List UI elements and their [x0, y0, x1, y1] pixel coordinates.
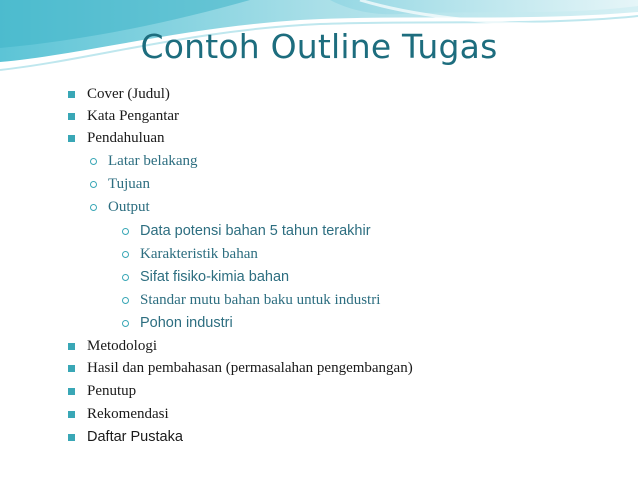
outline-item-label: Penutup: [87, 382, 137, 399]
output-item-sifat-fisiko-kimia: [122, 266, 289, 288]
outline-item-label: Karakteristik bahan: [140, 245, 258, 262]
output-item-data-potensi: [122, 220, 371, 242]
outline-item-pendahuluan: [68, 127, 164, 149]
square-bullet-icon: [68, 91, 75, 98]
outline-item-label: Latar belakang: [108, 152, 198, 169]
square-bullet-icon: [68, 365, 75, 372]
outline-item-metodologi: [68, 335, 157, 357]
outline-item-daftar-pustaka: [68, 426, 183, 448]
square-bullet-icon: [68, 113, 75, 120]
outline-item-label: Pohon industri: [140, 315, 233, 331]
outline-item-kata-pengantar: [68, 105, 179, 127]
outline-item-cover: [68, 83, 170, 105]
circle-bullet-icon: [122, 251, 129, 258]
outline-item-label: Standar mutu bahan baku untuk industri: [140, 291, 381, 308]
outline-item-label: Sifat fisiko-kimia bahan: [140, 269, 290, 285]
outline-subitem-latar-belakang: [90, 150, 198, 172]
square-bullet-icon: [68, 343, 75, 350]
outline-item-label: Daftar Pustaka: [87, 429, 183, 445]
circle-bullet-icon: [122, 274, 129, 281]
square-bullet-icon: [68, 388, 75, 395]
outline-item-label: Pendahuluan: [87, 129, 165, 146]
outline-subitem-tujuan: [90, 173, 150, 195]
output-item-pohon-industri: [122, 312, 233, 334]
outline-item-hasil: [68, 357, 413, 379]
outline-item-label: Kata Pengantar: [87, 107, 180, 124]
outline-item-label: Hasil dan pembahasan (permasalahan pengembangan): [87, 359, 413, 376]
outline-item-rekomendasi: [68, 403, 169, 425]
output-item-standar-mutu: [122, 289, 380, 311]
square-bullet-icon: [68, 434, 75, 441]
outline-item-label: Data potensi bahan 5 tahun terakhir: [140, 223, 371, 239]
outline-item-label: Rekomendasi: [87, 405, 169, 422]
outline-item-penutup: [68, 380, 136, 402]
slide-title: Contoh Outline Tugas: [140, 27, 498, 66]
circle-bullet-icon: [90, 204, 97, 211]
outline-item-label: Cover (Judul): [87, 85, 170, 102]
output-item-karakteristik: [122, 243, 258, 265]
square-bullet-icon: [68, 135, 75, 142]
outline-item-label: Tujuan: [108, 175, 150, 192]
circle-bullet-icon: [90, 181, 97, 188]
outline-item-label: Metodologi: [87, 337, 157, 354]
circle-bullet-icon: [122, 320, 129, 327]
circle-bullet-icon: [122, 297, 129, 304]
outline-item-label: Output: [108, 198, 150, 215]
circle-bullet-icon: [122, 228, 129, 235]
circle-bullet-icon: [90, 158, 97, 165]
outline-subitem-output: [90, 196, 150, 218]
square-bullet-icon: [68, 411, 75, 418]
